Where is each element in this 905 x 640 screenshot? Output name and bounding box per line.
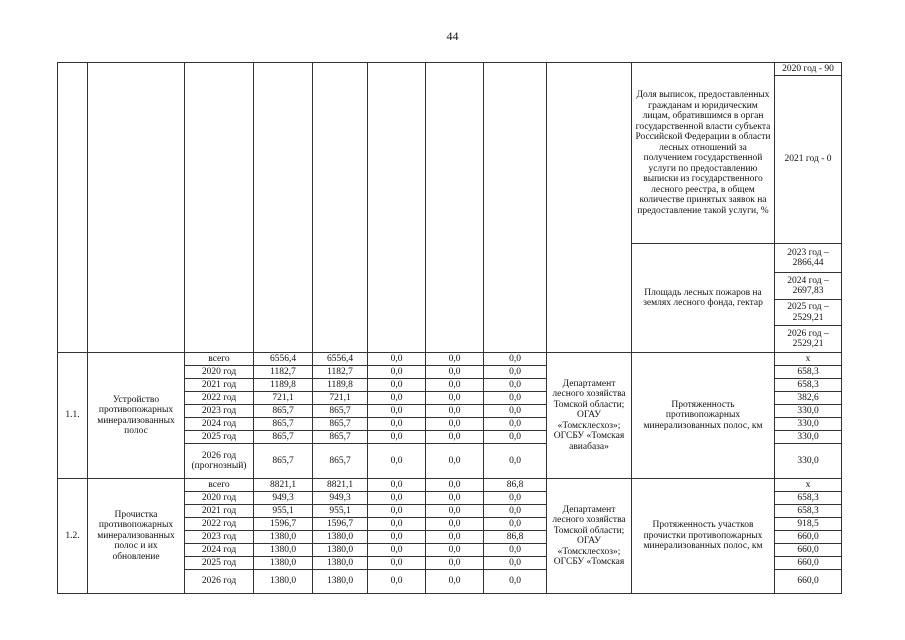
empty-cell [185, 63, 254, 353]
indicator-value: 2025 год – 2529,21 [775, 300, 842, 326]
regional-cell: 8821,1 [313, 479, 368, 492]
year-cell: 2025 год [185, 431, 254, 444]
section-number: 1.2. [58, 479, 88, 594]
indicator-value: 2024 год – 2697,83 [775, 273, 842, 300]
empty-cell [368, 63, 426, 353]
total-cell: 1596,7 [254, 518, 313, 531]
target-cell: 660,0 [775, 557, 842, 570]
indicator-name: Протяженность участков прочистки противопожарных минерализованных полос, км [632, 479, 775, 594]
section-title: Прочистка противопожарных минерализованных полос и их обновление [88, 479, 185, 594]
year-cell: 2026 год (прогнозный) [185, 444, 254, 479]
value-cell: 0,0 [368, 353, 426, 366]
total-cell: 1380,0 [254, 544, 313, 557]
value-cell: 0,0 [484, 518, 547, 531]
total-cell: 1380,0 [254, 557, 313, 570]
value-cell: 0,0 [426, 505, 484, 518]
empty-cell [547, 63, 632, 353]
value-cell: 0,0 [368, 405, 426, 418]
indicator-name: Площадь лесных пожаров на землях лесного фонда, гектар [632, 244, 775, 353]
regional-cell: 1380,0 [313, 531, 368, 544]
value-cell: 0,0 [368, 544, 426, 557]
indicator-value: 2021 год - 0 [775, 76, 842, 244]
year-cell: 2020 год [185, 366, 254, 379]
total-cell: 955,1 [254, 505, 313, 518]
regional-cell: 1380,0 [313, 557, 368, 570]
year-cell: всего [185, 353, 254, 366]
indicator-name: Доля выписок, предоставленных гражданам и юридическим лицам, обратившимся в орган государственной власти субъекта Российской Федерации в области лесных отношений за получением государственной услуги по предоставлению выписки из государственного лесного реестра, в общем количестве принятых заявок на предоставление такой услуги, % [632, 63, 775, 244]
year-cell: всего [185, 479, 254, 492]
value-cell: 0,0 [368, 418, 426, 431]
target-cell: 660,0 [775, 531, 842, 544]
year-cell: 2022 год [185, 392, 254, 405]
regional-cell: 1596,7 [313, 518, 368, 531]
value-cell: 0,0 [484, 557, 547, 570]
target-cell: 330,0 [775, 405, 842, 418]
value-cell: 0,0 [484, 353, 547, 366]
regional-cell: 865,7 [313, 405, 368, 418]
executor-cell: Департамент лесного хозяйства Томской области; ОГАУ «Томсклесхоз»; ОГСБУ «Томская [547, 479, 632, 594]
value-cell: 0,0 [426, 518, 484, 531]
target-cell: 330,0 [775, 418, 842, 431]
total-cell: 8821,1 [254, 479, 313, 492]
target-cell: 330,0 [775, 444, 842, 479]
target-cell: 330,0 [775, 431, 842, 444]
target-cell: 658,3 [775, 366, 842, 379]
section-title: Устройство противопожарных минерализованных полос [88, 353, 185, 479]
total-cell: 865,7 [254, 431, 313, 444]
value-cell: 0,0 [368, 531, 426, 544]
value-cell: 0,0 [484, 379, 547, 392]
target-cell: 918,5 [775, 518, 842, 531]
empty-cell [254, 63, 313, 353]
value-cell: 0,0 [484, 544, 547, 557]
value-cell: 0,0 [368, 366, 426, 379]
value-cell: 86,8 [484, 479, 547, 492]
program-table [57, 62, 842, 594]
table-row [58, 479, 842, 492]
value-cell: 0,0 [426, 405, 484, 418]
value-cell: 0,0 [484, 405, 547, 418]
total-cell: 6556,4 [254, 353, 313, 366]
value-cell: 86,8 [484, 531, 547, 544]
year-cell: 2022 год [185, 518, 254, 531]
value-cell: 0,0 [426, 418, 484, 431]
total-cell: 949,3 [254, 492, 313, 505]
regional-cell: 865,7 [313, 444, 368, 479]
value-cell: 0,0 [426, 531, 484, 544]
empty-cell [484, 63, 547, 353]
executor-cell: Департамент лесного хозяйства Томской области; ОГАУ «Томсклесхоз»; ОГСБУ «Томская авиабаза» [547, 353, 632, 479]
target-cell: 660,0 [775, 570, 842, 594]
value-cell: 0,0 [368, 570, 426, 594]
regional-cell: 1189,8 [313, 379, 368, 392]
total-cell: 1189,8 [254, 379, 313, 392]
regional-cell: 1380,0 [313, 544, 368, 557]
value-cell: 0,0 [426, 353, 484, 366]
value-cell: 0,0 [368, 479, 426, 492]
value-cell: 0,0 [484, 444, 547, 479]
regional-cell: 955,1 [313, 505, 368, 518]
total-cell: 865,7 [254, 405, 313, 418]
page-number: 44 [446, 29, 459, 43]
year-cell: 2026 год [185, 570, 254, 594]
value-cell: 0,0 [484, 570, 547, 594]
regional-cell: 721,1 [313, 392, 368, 405]
total-cell: 865,7 [254, 418, 313, 431]
value-cell: 0,0 [368, 444, 426, 479]
total-cell: 721,1 [254, 392, 313, 405]
section-number: 1.1. [58, 353, 88, 479]
regional-cell: 1182,7 [313, 366, 368, 379]
regional-cell: 865,7 [313, 431, 368, 444]
value-cell: 0,0 [426, 492, 484, 505]
value-cell: 0,0 [368, 492, 426, 505]
value-cell: 0,0 [426, 431, 484, 444]
value-cell: 0,0 [426, 392, 484, 405]
empty-cell [58, 63, 88, 353]
indicator-name: Протяженность противопожарных минерализованных полос, км [632, 353, 775, 479]
empty-cell [313, 63, 368, 353]
value-cell: 0,0 [484, 418, 547, 431]
value-cell: 0,0 [426, 366, 484, 379]
target-cell: 382,6 [775, 392, 842, 405]
value-cell: 0,0 [426, 379, 484, 392]
target-cell: 658,3 [775, 379, 842, 392]
value-cell: 0,0 [368, 379, 426, 392]
value-cell: 0,0 [484, 431, 547, 444]
regional-cell: 865,7 [313, 418, 368, 431]
value-cell: 0,0 [368, 518, 426, 531]
value-cell: 0,0 [426, 570, 484, 594]
value-cell: 0,0 [426, 557, 484, 570]
target-cell: 660,0 [775, 544, 842, 557]
value-cell: 0,0 [426, 544, 484, 557]
year-cell: 2020 год [185, 492, 254, 505]
year-cell: 2023 год [185, 531, 254, 544]
year-cell: 2024 год [185, 544, 254, 557]
year-cell: 2021 год [185, 505, 254, 518]
value-cell: 0,0 [426, 479, 484, 492]
empty-cell [88, 63, 185, 353]
regional-cell: 6556,4 [313, 353, 368, 366]
target-cell: 658,3 [775, 492, 842, 505]
indicator-value: 2026 год – 2529,21 [775, 326, 842, 353]
year-cell: 2024 год [185, 418, 254, 431]
year-cell: 2025 год [185, 557, 254, 570]
total-cell: 1380,0 [254, 570, 313, 594]
indicator-value: 2020 год - 90 [775, 63, 842, 76]
indicator-value: 2023 год – 2866,44 [775, 244, 842, 273]
value-cell: 0,0 [368, 392, 426, 405]
year-cell: 2023 год [185, 405, 254, 418]
empty-cell [426, 63, 484, 353]
regional-cell: 949,3 [313, 492, 368, 505]
value-cell: 0,0 [368, 557, 426, 570]
table-row [58, 353, 842, 366]
value-cell: 0,0 [484, 392, 547, 405]
value-cell: 0,0 [426, 444, 484, 479]
continuation-row [58, 63, 842, 76]
value-cell: 0,0 [368, 505, 426, 518]
total-cell: 865,7 [254, 444, 313, 479]
regional-cell: 1380,0 [313, 570, 368, 594]
value-cell: 0,0 [484, 366, 547, 379]
year-cell: 2021 год [185, 379, 254, 392]
target-cell: х [775, 353, 842, 366]
value-cell: 0,0 [368, 431, 426, 444]
value-cell: 0,0 [484, 492, 547, 505]
target-cell: 658,3 [775, 505, 842, 518]
total-cell: 1380,0 [254, 531, 313, 544]
total-cell: 1182,7 [254, 366, 313, 379]
target-cell: х [775, 479, 842, 492]
value-cell: 0,0 [484, 505, 547, 518]
